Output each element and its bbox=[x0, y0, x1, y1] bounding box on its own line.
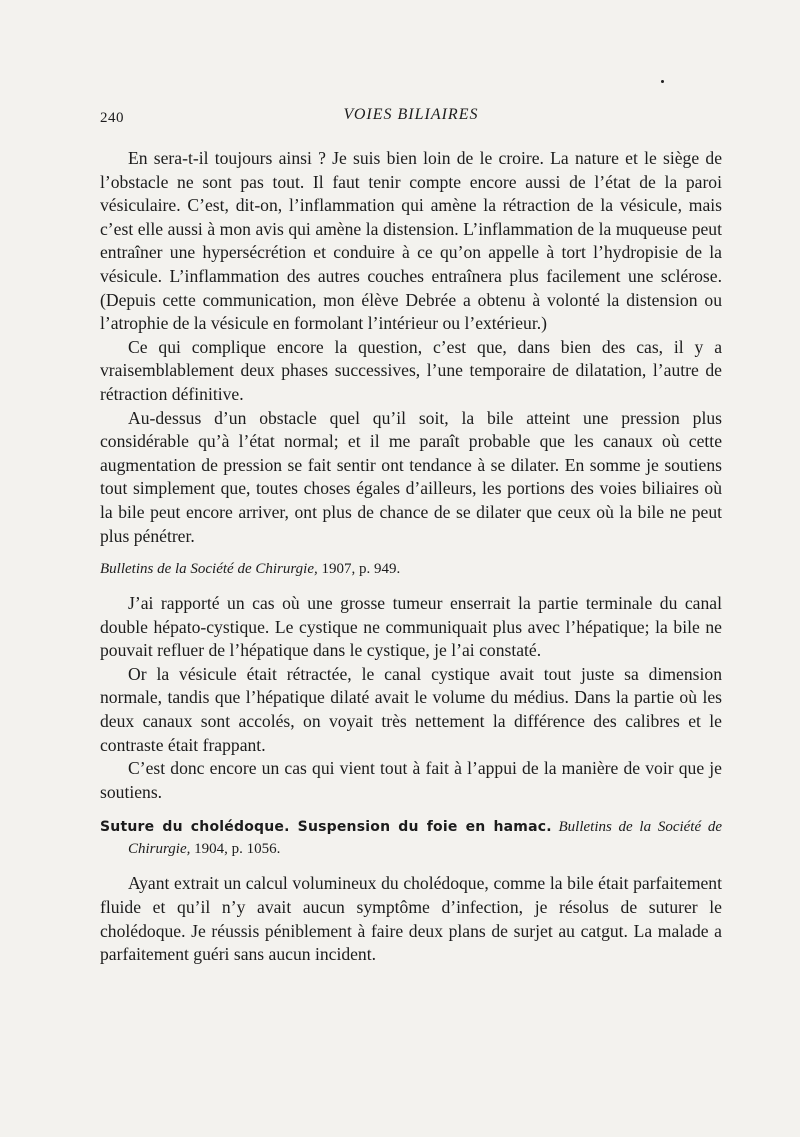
paragraph: C’est donc encore un cas qui vient tout à fait à l’appui de la manière de voir que je soutiens. bbox=[100, 758, 722, 802]
section-details: 1904, p. 1056. bbox=[194, 841, 281, 858]
paragraph: Or la vésicule était rétractée, le canal cystique avait tout juste sa dimension normale, tandis que l’hépatique dilaté avait le volume du médius. Dans la partie où les deux canaux sont accolés, on voyait très nettement la différence des calibres et le contraste était frappant. bbox=[100, 663, 722, 755]
paragraph: Au-dessus d’un obstacle quel qu’il soit, la bile atteint une pression plus considérable qu’à l’état normal; et il me paraît probable que les canaux où cette augmentation de pression se fait sentir ont tendance à se dilater. En somme je soutiens tout simplement que, toutes choses égales d’ailleurs, les portions des voies biliaires où la bile peut encore arriver, ont plus de chance de se dilater que ceux où la bile ne peut plus pénétrer. bbox=[100, 407, 722, 546]
body-text bbox=[100, 147, 722, 967]
reference-citation bbox=[100, 558, 722, 580]
reference-source: Bulletins de la Société de Chirurgie, bbox=[100, 561, 318, 578]
running-title: VOIES BILIAIRES bbox=[343, 106, 479, 123]
paragraph: En sera-t-il toujours ainsi ? Je suis bien loin de le croire. La nature et le siège de l’obstacle ne sont pas tout. Il faut tenir compte encore aussi de l’état de la paroi vésiculaire. C’est, dit-on, l’inflammation qui amène la rétraction de la vésicule, mais c’est elle aussi à mon avis qui amène la distension. L’inflammation de la muqueuse peut entraîner une hypersécrétion et conduire à ce qu’on appelle à tort l’hydropisie de la vésicule. L’inflammation des autres couches entraînera plus facilement une sclérose. (Depuis cette communication, mon élève Debrée a obtenu à volonté la distension ou l’atrophie de la vésicule en formolant l’intérieur ou l’extérieur.) bbox=[100, 148, 722, 334]
page-number: 240 bbox=[100, 110, 124, 126]
paragraph: J’ai rapporté un cas où une grosse tumeur enserrait la partie terminale du canal double hépato-cystique. Le cystique ne communiquait plus avec l’hépatique; la bile ne pouvait refluer de l’hépatique dans le cystique, je l’ai constaté. bbox=[100, 593, 722, 661]
running-header bbox=[100, 106, 722, 136]
paragraph: Ce qui complique encore la question, c’est que, dans bien des cas, il y a vraisemblablement deux phases successives, l’une temporaire de dilatation, l’autre de rétraction définitive. bbox=[100, 336, 722, 404]
section-heading bbox=[100, 816, 722, 860]
reference-details: 1907, p. 949. bbox=[321, 561, 401, 578]
section-source: Bulletins de la Société de Chirurgie, bbox=[128, 819, 723, 858]
paragraph: Ayant extrait un calcul volumineux du cholédoque, comme la bile était parfaitement fluide et qu’il n’y avait aucun symptôme d’infection, je résolus de suturer le cholédoque. Je réussis péniblement à faire deux plans de surjet au catgut. La malade a parfaitement guéri sans aucun incident. bbox=[100, 873, 722, 965]
section-title: Suture du cholédoque. Suspension du foie en hamac. bbox=[100, 819, 552, 836]
ink-speck bbox=[661, 80, 664, 83]
